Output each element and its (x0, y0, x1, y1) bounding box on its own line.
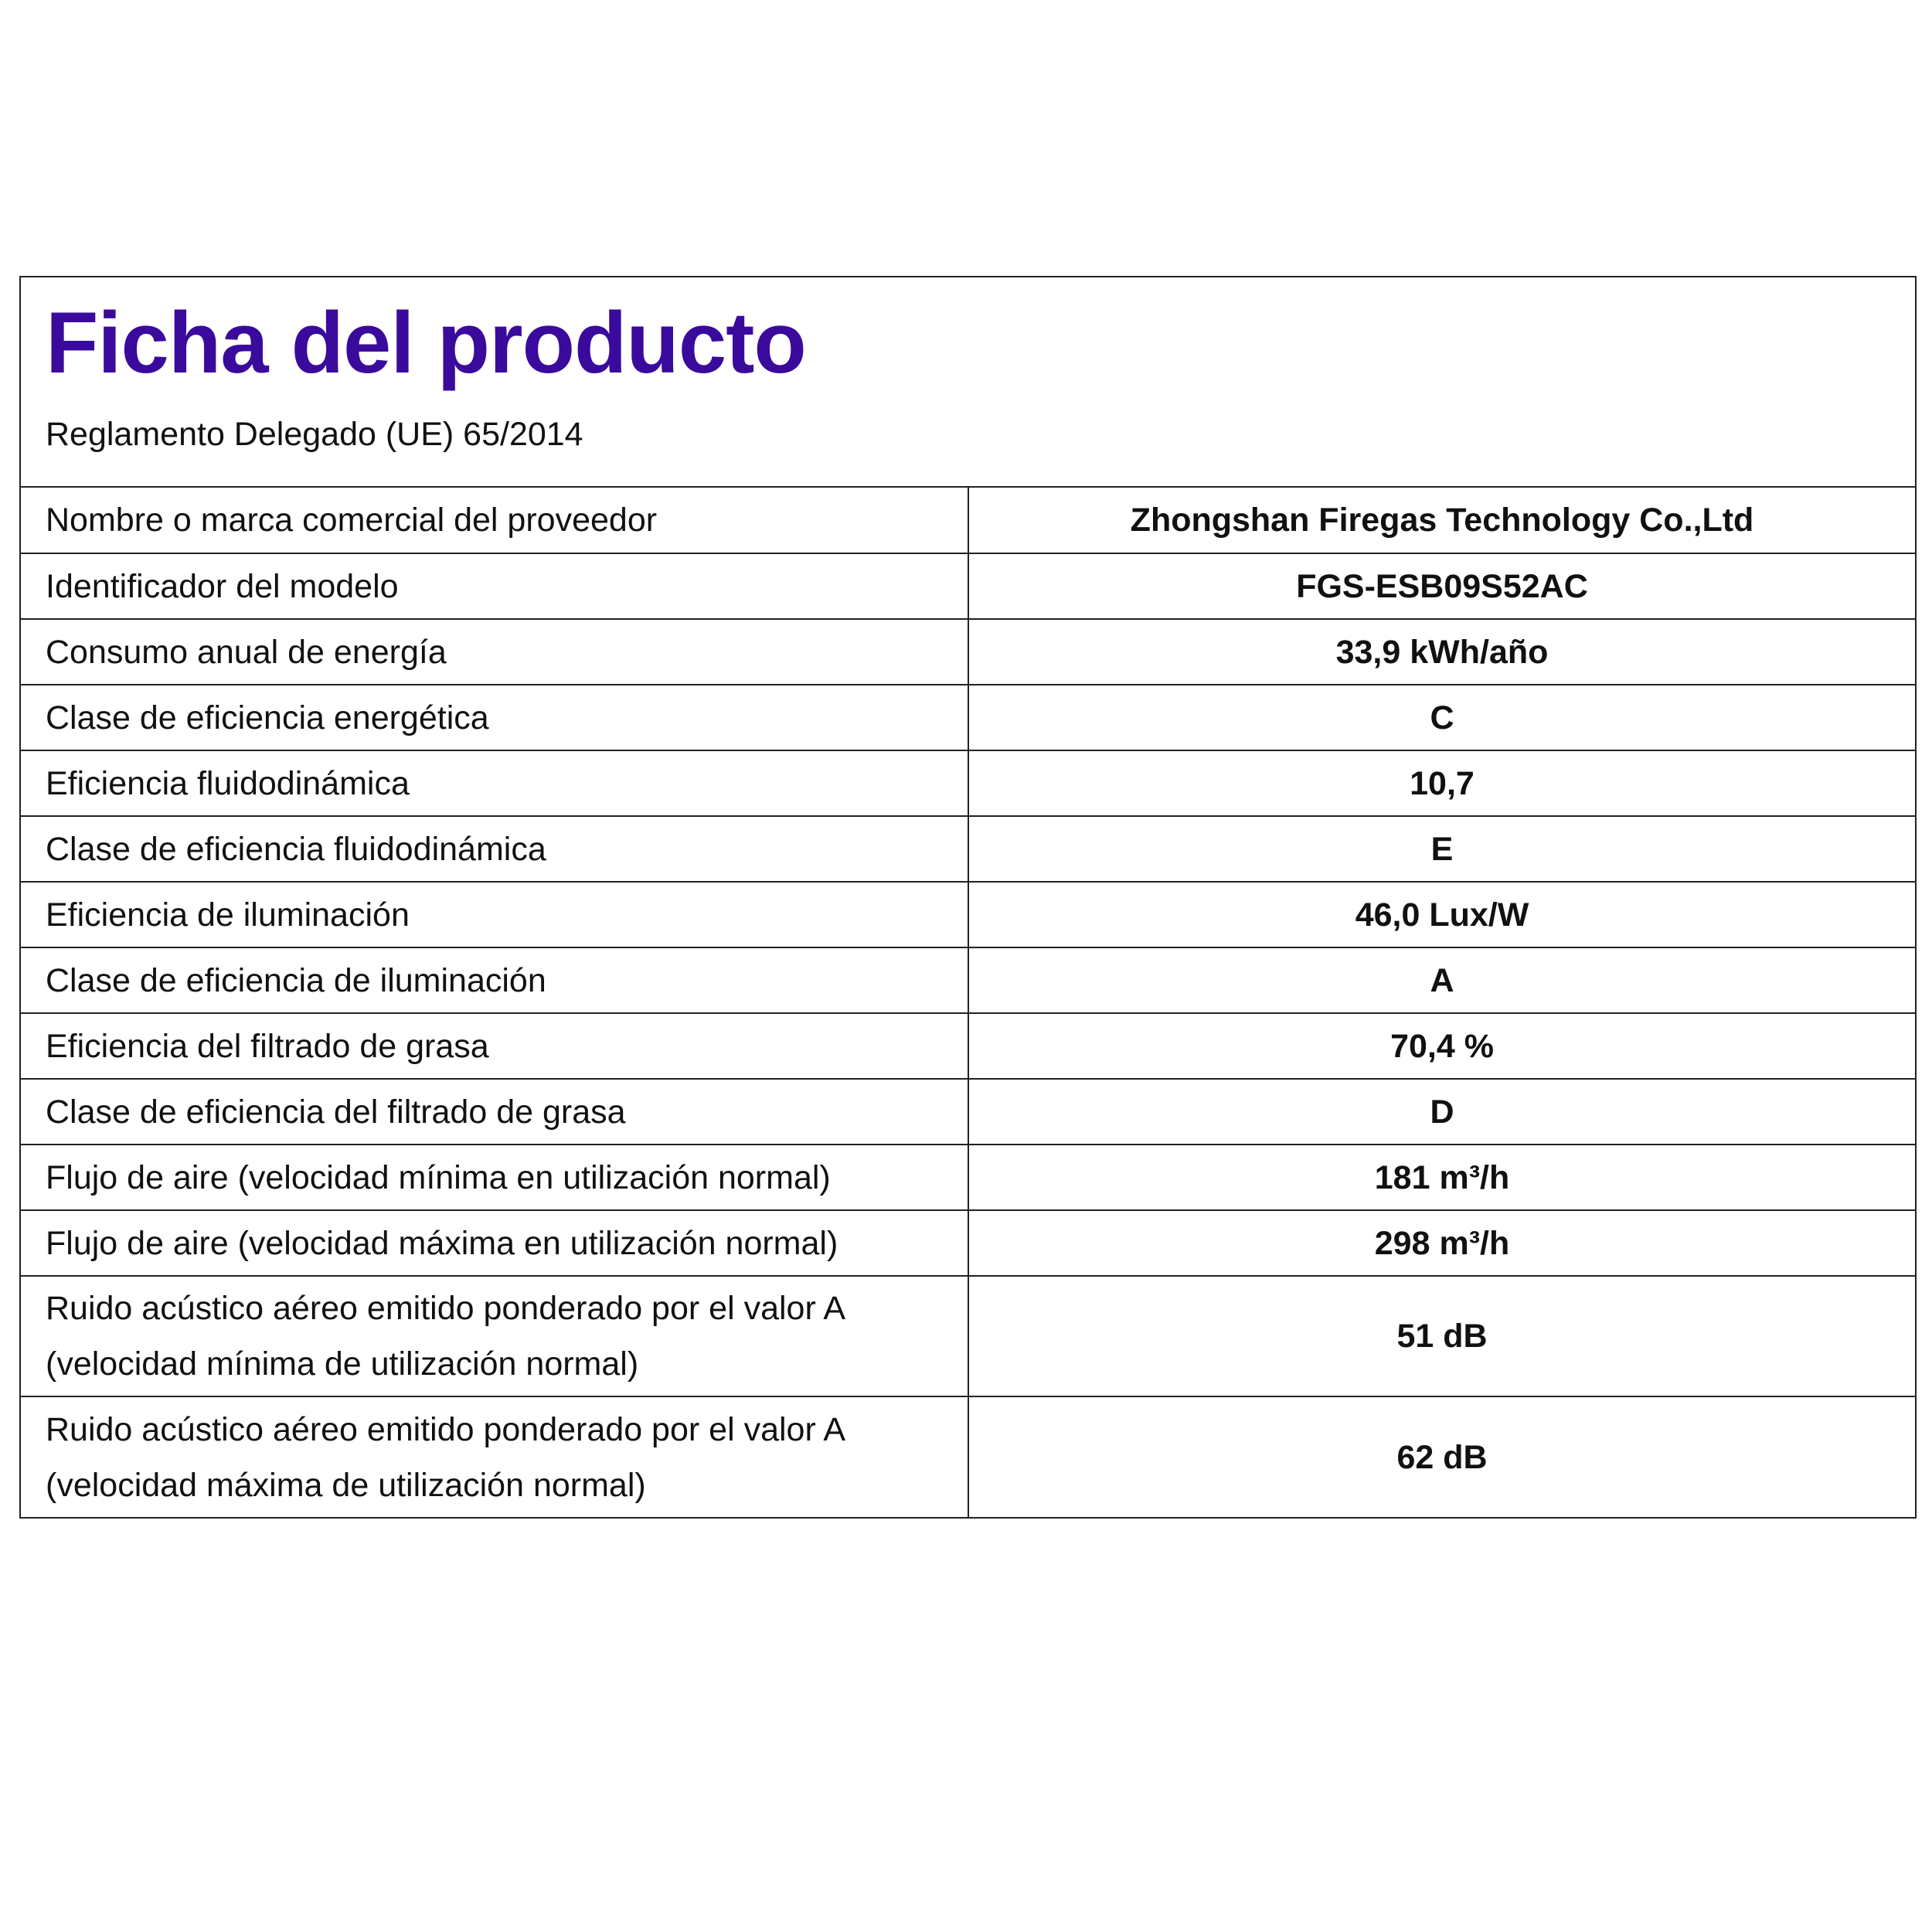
row-value: Zhongshan Firegas Technology Co.,Ltd (968, 488, 1915, 553)
row-value: 70,4 % (968, 1013, 1915, 1079)
table-row (21, 488, 1915, 553)
row-value: E (968, 816, 1915, 882)
table-row (21, 1276, 1915, 1396)
regulation-subtitle: Reglamento Delegado (UE) 65/2014 (46, 416, 583, 453)
table-row (21, 1145, 1915, 1210)
row-label: Ruido acústico aéreo emitido ponderado por el valor A (velocidad mínima de utilización normal) (21, 1276, 968, 1396)
row-label: Clase de eficiencia energética (21, 685, 968, 750)
row-label: Nombre o marca comercial del proveedor (21, 488, 968, 553)
row-label: Flujo de aire (velocidad máxima en utilización normal) (21, 1210, 968, 1276)
spec-table (21, 488, 1915, 1517)
table-row (21, 619, 1915, 685)
product-sheet (19, 276, 1917, 1519)
row-label: Eficiencia fluidodinámica (21, 750, 968, 816)
table-row (21, 553, 1915, 619)
table-row (21, 1396, 1915, 1517)
row-value: 33,9 kWh/año (968, 619, 1915, 685)
table-row (21, 1210, 1915, 1276)
row-label: Ruido acústico aéreo emitido ponderado por el valor A (velocidad máxima de utilización normal) (21, 1396, 968, 1517)
table-row (21, 816, 1915, 882)
row-label: Clase de eficiencia del filtrado de grasa (21, 1079, 968, 1145)
table-row (21, 750, 1915, 816)
row-label: Eficiencia del filtrado de grasa (21, 1013, 968, 1079)
page-title: Ficha del producto (46, 294, 806, 391)
row-label: Identificador del modelo (21, 553, 968, 619)
row-value: 10,7 (968, 750, 1915, 816)
table-row (21, 1013, 1915, 1079)
row-value: A (968, 947, 1915, 1013)
row-label: Clase de eficiencia fluidodinámica (21, 816, 968, 882)
row-value: FGS-ESB09S52AC (968, 553, 1915, 619)
row-label: Flujo de aire (velocidad mínima en utilización normal) (21, 1145, 968, 1210)
row-label: Consumo anual de energía (21, 619, 968, 685)
row-value: 181 m³/h (968, 1145, 1915, 1210)
row-value: 46,0 Lux/W (968, 882, 1915, 947)
sheet-header (21, 277, 1915, 488)
row-value: 51 dB (968, 1276, 1915, 1396)
row-value: 298 m³/h (968, 1210, 1915, 1276)
row-value: D (968, 1079, 1915, 1145)
table-row (21, 882, 1915, 947)
row-label: Clase de eficiencia de iluminación (21, 947, 968, 1013)
row-value: C (968, 685, 1915, 750)
row-label: Eficiencia de iluminación (21, 882, 968, 947)
table-row (21, 685, 1915, 750)
table-row (21, 947, 1915, 1013)
table-row (21, 1079, 1915, 1145)
row-value: 62 dB (1396, 1438, 1488, 1476)
